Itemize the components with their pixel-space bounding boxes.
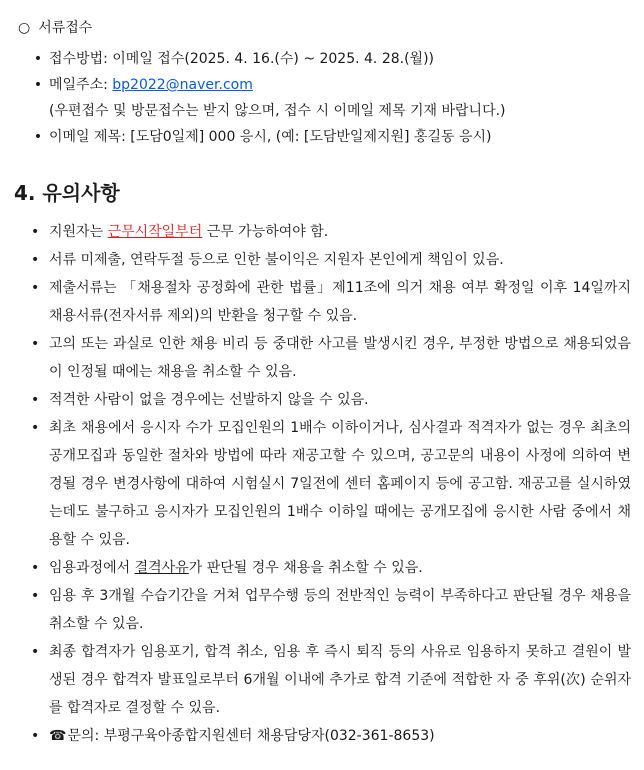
item1-pre: 지원자는 (49, 224, 104, 240)
list-item (31, 46, 631, 72)
item9-text: 최종 합격자가 임용포기, 합격 취소, 임용 후 즉시 퇴직 등의 사유로 임용하지 못하고 결원이 발생된 경우 합격자 발표일로부터 6개월 이내에 추가로 합격 기준에 적합한 자 중 후위(次) 순위자를 합격자로 결정할 수 있음. (49, 644, 631, 716)
list-item (31, 72, 631, 124)
email-label: 메일주소: (49, 77, 108, 93)
subject-label: 이메일 제목: (49, 129, 126, 145)
item6-text: 최초 채용에서 응시자 수가 모집인원의 1배수 이하이거나, 심사결과 적격자가 없는 경우 최초의 공개모집과 동일한 절차와 방법에 따라 재공고할 수 있으며, 공고문의 내용이 사정에 의하여 변경될 경우 변경사항에 대하여 시험실시 7일전에 센터 홈페이지 등에 공고함. 재공고를 실시하였는데도 불구하고 응시자가 모집인원의 1배수 이하일 때에는 공개모집에 응시한 사람 중에서 채용할 수 있음. (49, 420, 631, 548)
subject-value: [도담0일제] 000 응시, (예: [도담반일제지원] 홍길동 응시) (130, 129, 492, 145)
email-link[interactable]: bp2022@naver.com (112, 77, 253, 93)
bullet-icon: • (31, 560, 40, 576)
bullet-icon: • (33, 77, 43, 93)
item7-pre: 임용과정에서 (49, 560, 131, 576)
disqualification-underline: 결격사유 (134, 560, 189, 576)
list-item (31, 386, 631, 414)
section-receipt-title (18, 17, 92, 39)
phone-icon: ☎ (49, 728, 67, 744)
list-item (31, 638, 631, 722)
item2-text: 서류 미제출, 연락두절 등으로 인한 불이익은 지원자 본인에게 책임이 있음. (49, 252, 504, 268)
receipt-list (31, 46, 631, 150)
item3-text: 제출서류는 「채용절차 공정화에 관한 법률」제11조에 의거 채용 여부 확정일 이후 14일까지 채용서류(전자서류 제외)의 반환을 청구할 수 있음. (49, 280, 631, 324)
receipt-title: 서류접수 (38, 20, 93, 36)
list-item (31, 274, 631, 330)
list-item (31, 124, 631, 150)
bullet-icon: • (31, 588, 40, 604)
circle-marker-icon: ○ (18, 20, 31, 36)
bullet-icon: • (31, 728, 40, 744)
bullet-icon: • (31, 644, 40, 660)
list-item (31, 722, 631, 750)
method-label: 접수방법: (49, 51, 108, 67)
list-item (31, 218, 631, 246)
bullet-icon: • (33, 51, 43, 67)
bullet-icon: • (31, 336, 40, 352)
list-item (31, 582, 631, 638)
list-item (31, 414, 631, 554)
list-item (31, 554, 631, 582)
bullet-icon: • (31, 224, 40, 240)
method-value: 이메일 접수(2025. 4. 16.(수) ~ 2025. 4. 28.(월)) (112, 51, 435, 67)
bullet-icon: • (31, 280, 40, 296)
bullet-icon: • (31, 252, 40, 268)
bullet-icon: • (31, 420, 40, 436)
bullet-icon: • (31, 392, 40, 408)
item8-text: 임용 후 3개월 수습기간을 거쳐 업무수행 등의 전반적인 능력이 부족하다고 판단될 경우 채용을 취소할 수 있음. (49, 588, 631, 632)
item7-post: 가 판단될 경우 채용을 취소할 수 있음. (188, 560, 423, 576)
notes-heading: 4. 유의사항 (14, 181, 120, 205)
email-note: (우편접수 및 방문접수는 받지 않으며, 접수 시 이메일 제목 기재 바랍니다.) (49, 103, 506, 119)
list-item (31, 246, 631, 274)
item4-text: 고의 또는 과실로 인한 채용 비리 등 중대한 사고를 발생시킨 경우, 부정한 방법으로 채용되었음이 인정될 때에는 채용을 취소할 수 있음. (49, 336, 631, 380)
item1-post: 근무 가능하여야 함. (206, 224, 329, 240)
item5-text: 적격한 사람이 없을 경우에는 선발하지 않을 수 있음. (49, 392, 369, 408)
contact-text: 문의: 부평구육아종합지원센터 채용담당자(032-361-8653) (67, 728, 435, 744)
notes-list (31, 218, 631, 750)
bullet-icon: • (33, 129, 43, 145)
start-date-highlight: 근무시작일부터 (107, 224, 203, 240)
list-item (31, 330, 631, 386)
